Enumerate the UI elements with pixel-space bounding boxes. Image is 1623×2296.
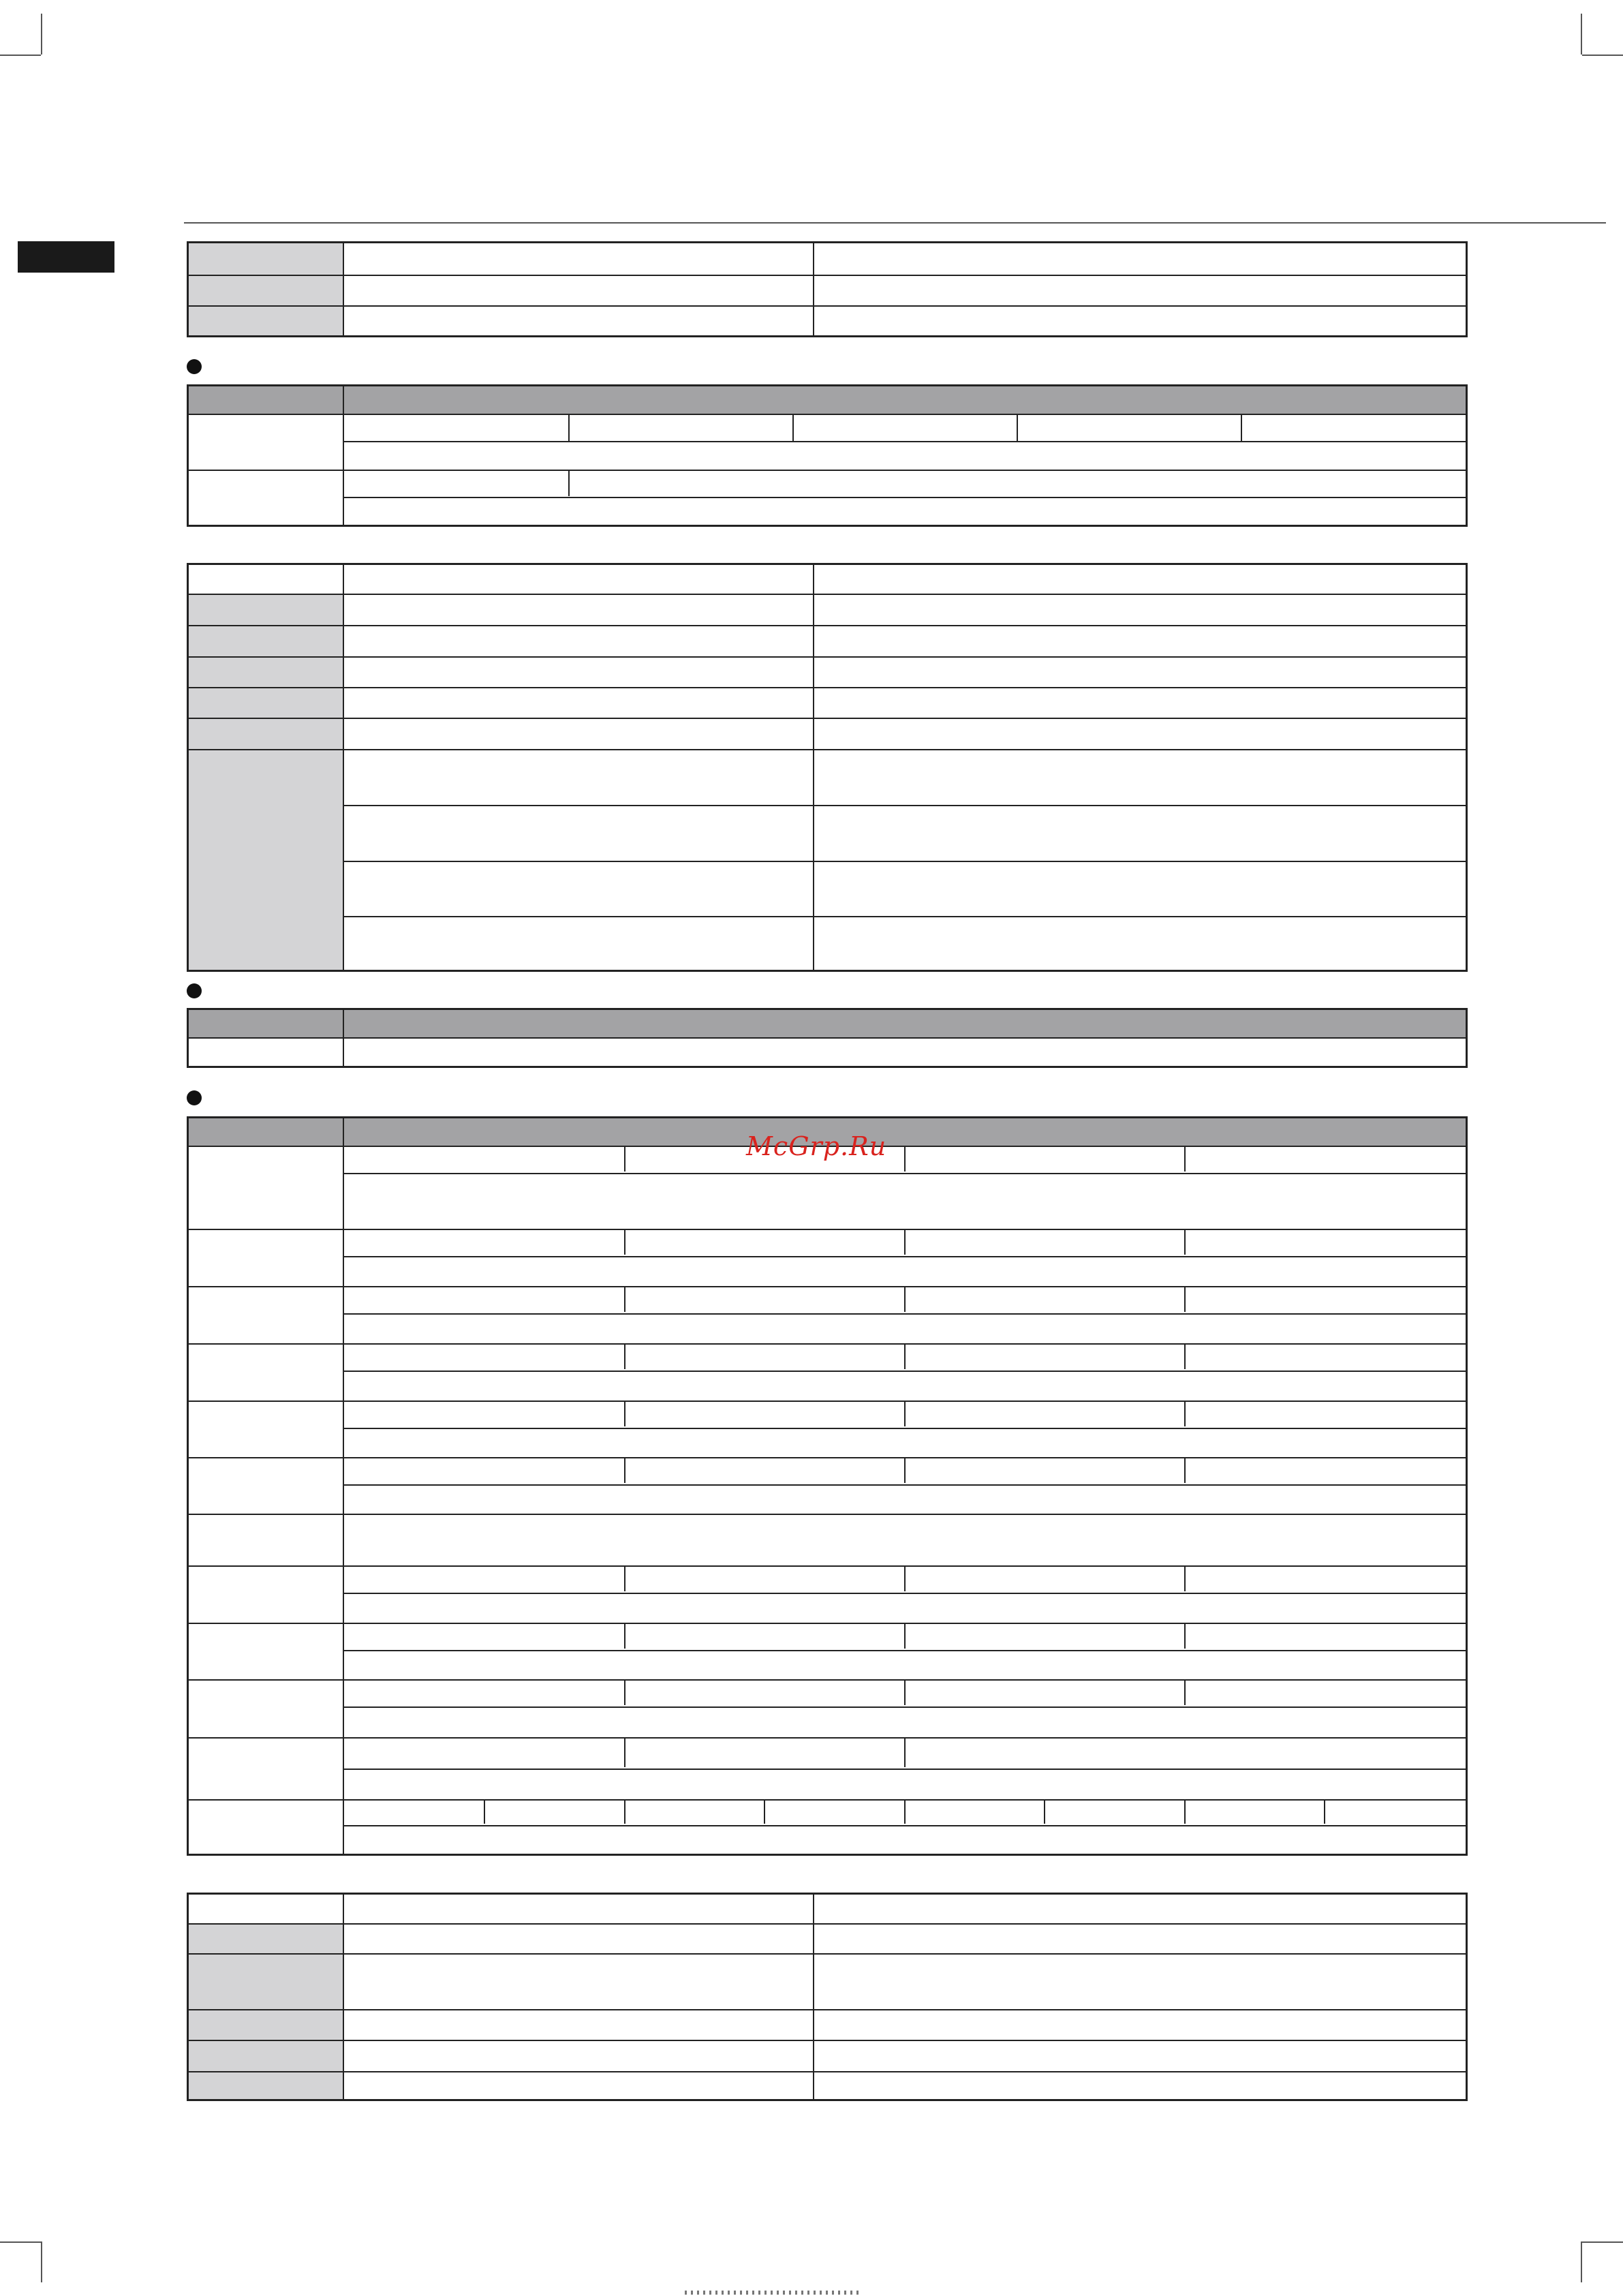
row-label <box>189 1925 344 1953</box>
table-row <box>189 305 1466 335</box>
row-label <box>189 719 344 749</box>
crop-mark-top-right-v <box>1581 14 1582 55</box>
column-divider <box>624 1801 625 1824</box>
crop-mark-bottom-right-h <box>1582 2241 1623 2243</box>
header-label-cell <box>189 1010 344 1037</box>
column-divider <box>1184 1287 1186 1312</box>
header-rule <box>184 222 1606 224</box>
table-row <box>189 1799 1466 1854</box>
column-divider <box>624 1739 625 1767</box>
row-label <box>189 243 344 275</box>
sub-row-divider <box>344 1371 1466 1372</box>
row-label <box>189 1147 344 1229</box>
row-label <box>189 1402 344 1457</box>
table-row <box>189 1400 1466 1457</box>
row-label <box>189 2072 344 2099</box>
table-row <box>189 2071 1466 2099</box>
table-row <box>189 718 1466 749</box>
row-label <box>189 415 344 470</box>
table-row <box>189 687 1466 718</box>
row-label <box>189 276 344 305</box>
crop-mark-bottom-left-h <box>0 2241 41 2243</box>
row-label <box>189 1801 344 1854</box>
table-6 <box>187 1893 1468 2101</box>
crop-mark-bottom-right-v <box>1581 2241 1582 2282</box>
row-label <box>189 1515 344 1565</box>
table-row <box>189 1895 1466 1923</box>
column-divider <box>813 658 814 687</box>
row-label <box>189 1230 344 1286</box>
column-divider <box>904 1287 906 1312</box>
table-row <box>189 1286 1466 1343</box>
column-divider <box>904 1624 906 1649</box>
row-label <box>189 1955 344 2009</box>
column-divider <box>624 1681 625 1705</box>
column-divider <box>1017 415 1018 441</box>
column-divider <box>813 595 814 625</box>
table-2 <box>187 384 1468 527</box>
column-divider <box>624 1458 625 1483</box>
column-divider <box>1324 1801 1325 1824</box>
column-divider <box>813 2010 814 2040</box>
table-1 <box>187 241 1468 337</box>
section-bullet <box>187 983 202 998</box>
row-label <box>189 2010 344 2040</box>
column-divider <box>1184 1624 1186 1649</box>
sub-row-divider <box>344 1313 1466 1315</box>
column-divider <box>624 1345 625 1369</box>
table-5 <box>187 1116 1468 1856</box>
row-label <box>189 1739 344 1799</box>
sub-row-divider <box>344 1769 1466 1770</box>
sub-row-divider <box>344 1256 1466 1257</box>
row-label <box>189 565 344 594</box>
row-label <box>189 2041 344 2071</box>
column-divider <box>904 1345 906 1369</box>
column-divider <box>568 471 570 496</box>
column-divider <box>813 688 814 718</box>
table-row <box>189 656 1466 687</box>
section-bullet <box>187 1090 202 1105</box>
column-divider <box>764 1801 765 1824</box>
table-row <box>189 625 1466 656</box>
column-divider <box>624 1287 625 1312</box>
column-divider <box>1184 1230 1186 1255</box>
print-registration-marks <box>685 2291 859 2295</box>
column-divider <box>568 415 570 441</box>
sub-row-divider <box>344 1650 1466 1651</box>
row-label <box>189 471 344 525</box>
table-header-row <box>189 386 1466 414</box>
table-row <box>189 1037 1466 1066</box>
crop-mark-bottom-left-v <box>41 2241 42 2282</box>
column-divider <box>792 415 794 441</box>
watermark-text: McGrp.Ru <box>746 1131 887 1161</box>
column-divider <box>813 1895 814 1923</box>
column-divider <box>813 2041 814 2071</box>
column-divider <box>904 1230 906 1255</box>
column-divider <box>813 626 814 656</box>
column-divider <box>904 1147 906 1172</box>
column-divider <box>813 750 814 970</box>
table-row <box>189 594 1466 625</box>
table-row <box>189 565 1466 594</box>
table-row <box>189 2040 1466 2071</box>
table-row <box>189 470 1466 525</box>
column-divider <box>1184 1147 1186 1172</box>
table-row <box>189 1737 1466 1799</box>
column-divider <box>624 1402 625 1426</box>
column-divider <box>813 565 814 594</box>
column-divider <box>813 276 814 305</box>
column-divider <box>1184 1801 1186 1824</box>
column-divider <box>1184 1402 1186 1426</box>
row-label <box>189 1345 344 1400</box>
sub-row-divider <box>344 861 1466 862</box>
sub-row-divider <box>344 1706 1466 1708</box>
column-divider <box>813 719 814 749</box>
table-row <box>189 1457 1466 1514</box>
sub-row-divider <box>344 1428 1466 1429</box>
crop-mark-top-right-h <box>1582 55 1623 56</box>
table-4 <box>187 1008 1468 1068</box>
column-divider <box>904 1739 906 1767</box>
column-divider <box>484 1801 485 1824</box>
row-label <box>189 1624 344 1679</box>
column-divider <box>904 1681 906 1705</box>
table-row <box>189 749 1466 970</box>
table-row <box>189 275 1466 305</box>
table-row <box>189 1343 1466 1400</box>
column-divider <box>624 1147 625 1172</box>
table-row <box>189 1514 1466 1565</box>
column-divider <box>904 1402 906 1426</box>
section-tab <box>18 241 114 273</box>
row-label <box>189 1681 344 1737</box>
table-row <box>189 1679 1466 1737</box>
column-divider <box>813 1925 814 1953</box>
column-divider <box>1184 1345 1186 1369</box>
sub-row-divider <box>344 916 1466 917</box>
row-label <box>189 307 344 335</box>
row-label <box>189 1895 344 1923</box>
table-row <box>189 243 1466 275</box>
row-label <box>189 750 344 970</box>
row-label <box>189 595 344 625</box>
row-label <box>189 626 344 656</box>
column-divider <box>1184 1567 1186 1591</box>
sub-row-divider <box>344 497 1466 498</box>
crop-mark-top-left-v <box>41 14 42 55</box>
column-divider <box>1241 415 1242 441</box>
row-label <box>189 1039 344 1066</box>
sub-row-divider <box>344 1825 1466 1826</box>
table-header-row <box>189 1010 1466 1037</box>
table-row <box>189 1623 1466 1679</box>
column-divider <box>813 307 814 335</box>
row-label <box>189 688 344 718</box>
row-label <box>189 1287 344 1343</box>
header-label-cell <box>189 386 344 414</box>
sub-row-divider <box>344 1173 1466 1174</box>
column-divider <box>813 2072 814 2099</box>
column-divider <box>1044 1801 1045 1824</box>
header-label-cell <box>189 1118 344 1146</box>
table-row <box>189 414 1466 470</box>
column-divider <box>1184 1458 1186 1483</box>
column-divider <box>813 243 814 275</box>
column-divider <box>624 1230 625 1255</box>
sub-row-divider <box>344 1593 1466 1594</box>
column-divider <box>904 1801 906 1824</box>
crop-mark-top-left-h <box>0 55 41 56</box>
column-divider <box>813 1955 814 2009</box>
table-3 <box>187 563 1468 972</box>
column-divider <box>904 1567 906 1591</box>
section-bullet <box>187 359 202 374</box>
column-divider <box>624 1624 625 1649</box>
table-row <box>189 1953 1466 2009</box>
sub-row-divider <box>344 1484 1466 1486</box>
table-row <box>189 1229 1466 1286</box>
sub-row-divider <box>344 441 1466 442</box>
sub-row-divider <box>344 805 1466 806</box>
column-divider <box>1184 1681 1186 1705</box>
row-label <box>189 658 344 687</box>
row-label <box>189 1567 344 1623</box>
table-row <box>189 1923 1466 1953</box>
column-divider <box>624 1567 625 1591</box>
column-divider <box>904 1458 906 1483</box>
row-label <box>189 1458 344 1514</box>
table-row <box>189 2009 1466 2040</box>
table-row <box>189 1565 1466 1623</box>
